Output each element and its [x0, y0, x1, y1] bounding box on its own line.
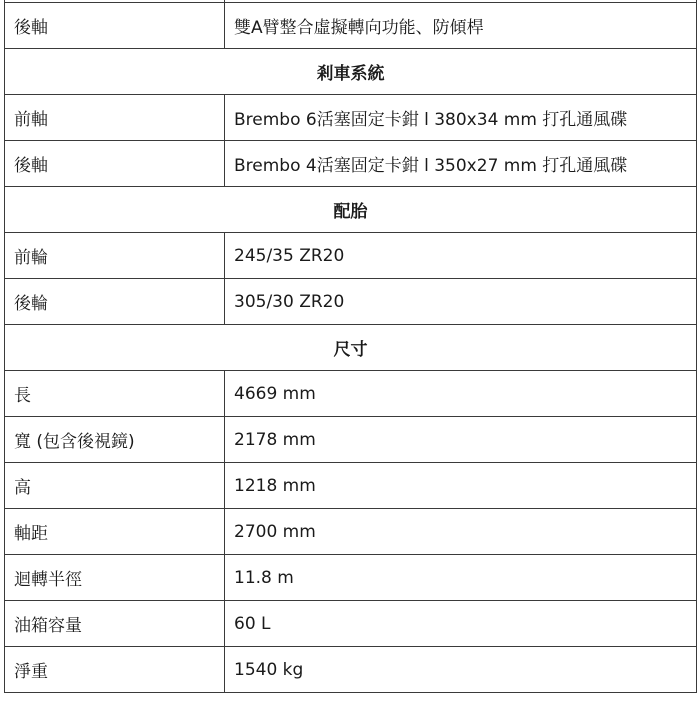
- spec-label: 後軸: [5, 141, 225, 187]
- spec-table: [4, 0, 697, 693]
- spec-value: 305/30 ZR20: [225, 279, 697, 325]
- spec-label: 寬 (包含後視鏡): [5, 417, 225, 463]
- spec-value: 1540 kg: [225, 647, 697, 693]
- spec-label: 迴轉半徑: [5, 555, 225, 601]
- spec-value: 2178 mm: [225, 417, 697, 463]
- section-header-row: [5, 325, 697, 371]
- spec-label: 後輪: [5, 279, 225, 325]
- spec-label: 前軸: [5, 95, 225, 141]
- table-row: [5, 417, 697, 463]
- spec-value: 2700 mm: [225, 509, 697, 555]
- table-row: [5, 279, 697, 325]
- table-row: [5, 647, 697, 693]
- spec-value: 11.8 m: [225, 555, 697, 601]
- spec-value: Brembo 6活塞固定卡鉗 l 380x34 mm 打孔通風碟: [225, 95, 697, 141]
- spec-label: 高: [5, 463, 225, 509]
- spec-label: 長: [5, 371, 225, 417]
- section-title: 剎車系統: [5, 49, 697, 95]
- spec-label: 軸距: [5, 509, 225, 555]
- table-row: [5, 463, 697, 509]
- spec-value: 60 L: [225, 601, 697, 647]
- spec-value: 4669 mm: [225, 371, 697, 417]
- table-row: [5, 141, 697, 187]
- section-header-row: [5, 49, 697, 95]
- spec-label: 油箱容量: [5, 601, 225, 647]
- spec-label: 後軸: [5, 3, 225, 49]
- spec-value: 245/35 ZR20: [225, 233, 697, 279]
- section-title: 尺寸: [5, 325, 697, 371]
- table-row: [5, 371, 697, 417]
- table-row: [5, 95, 697, 141]
- spec-label: 前輪: [5, 233, 225, 279]
- section-title: 配胎: [5, 187, 697, 233]
- section-header-row: [5, 187, 697, 233]
- spec-value: 雙A臂整合虛擬轉向功能、防傾桿: [225, 3, 697, 49]
- table-row: [5, 555, 697, 601]
- spec-label: 淨重: [5, 647, 225, 693]
- table-row: [5, 233, 697, 279]
- table-row: [5, 3, 697, 49]
- table-row: [5, 509, 697, 555]
- table-row: [5, 601, 697, 647]
- spec-value: 1218 mm: [225, 463, 697, 509]
- spec-value: Brembo 4活塞固定卡鉗 l 350x27 mm 打孔通風碟: [225, 141, 697, 187]
